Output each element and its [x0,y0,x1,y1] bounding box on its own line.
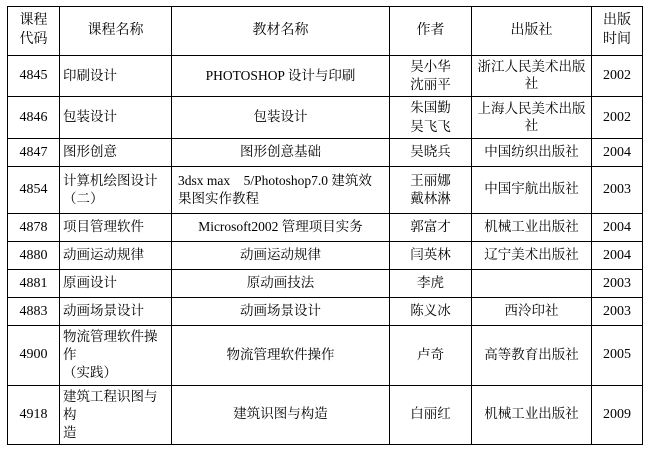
cell-author-line2: 戴林淋 [410,190,451,206]
cell-textbook-name: PHOTOSHOP 设计与印刷 [172,56,390,97]
cell-author-line1: 王丽娜 [410,172,451,188]
cell-course-code: 4880 [8,241,60,269]
cell-course-name-line1: 物流管理软件操作 [63,328,158,363]
cell-course-code: 4846 [8,97,60,138]
table-row [8,138,643,166]
cell-textbook-name [172,166,390,213]
cell-textbook-name: 建筑识图与构造 [172,385,390,445]
cell-author-line2: 沈丽平 [410,77,451,93]
table-header-row [8,7,643,56]
cell-author: 李虎 [390,269,472,297]
table-row [8,97,643,138]
cell-textbook-name: 包装设计 [172,97,390,138]
cell-course-name: 原画设计 [60,269,172,297]
cell-course-name: 动画场景设计 [60,297,172,325]
cell-author-line1: 朱国勤 [410,100,451,116]
cell-course-name: 动画运动规律 [60,241,172,269]
cell-publisher: 西泠印社 [472,297,592,325]
cell-author: 郭富才 [390,213,472,241]
cell-textbook-name: 原动画技法 [172,269,390,297]
cell-author [390,166,472,213]
cell-course-code: 4881 [8,269,60,297]
cell-author: 陈义冰 [390,297,472,325]
cell-author: 吴晓兵 [390,138,472,166]
cell-publish-year: 2003 [592,269,643,297]
cell-publisher: 中国宇航出版社 [472,166,592,213]
cell-publish-year: 2004 [592,138,643,166]
table-row [8,213,643,241]
table-row [8,241,643,269]
cell-textbook-name-line1: 3dsx max 5/Photoshop7.0 建筑效 [178,172,372,188]
cell-course-name-line1: 计算机绘图设计 [63,172,158,188]
table-row [8,166,643,213]
cell-course-code: 4918 [8,385,60,445]
cell-course-name-line2: 造 [63,424,77,440]
cell-textbook-name: 动画场景设计 [172,297,390,325]
cell-author [390,97,472,138]
table-row [8,269,643,297]
cell-course-name: 图形创意 [60,138,172,166]
cell-publish-year: 2002 [592,56,643,97]
cell-author: 闫英林 [390,241,472,269]
cell-course-name [60,325,172,385]
column-header-course-code [8,7,60,56]
table-row [8,297,643,325]
cell-course-code: 4845 [8,56,60,97]
table-body [8,56,643,445]
cell-course-name: 印刷设计 [60,56,172,97]
cell-publisher: 浙江人民美术出版社 [472,56,592,97]
table-header [8,7,643,56]
column-header-publish-year [592,7,643,56]
cell-course-code: 4878 [8,213,60,241]
cell-course-code: 4900 [8,325,60,385]
cell-course-name [60,385,172,445]
cell-publish-year: 2003 [592,166,643,213]
cell-author: 卢奇 [390,325,472,385]
table-row [8,56,643,97]
column-header-publisher: 出版社 [472,7,592,56]
cell-textbook-name: 图形创意基础 [172,138,390,166]
cell-publish-year: 2009 [592,385,643,445]
cell-publisher: 上海人民美术出版社 [472,97,592,138]
cell-course-name: 项目管理软件 [60,213,172,241]
column-header-publish-year-line1: 出版 [603,13,631,29]
column-header-course-code-line2: 代码 [19,32,48,47]
cell-publisher: 机械工业出版社 [472,385,592,445]
cell-textbook-name: 物流管理软件操作 [172,325,390,385]
cell-course-name: 包装设计 [60,97,172,138]
course-textbook-table [7,6,643,445]
column-header-course-name: 课程名称 [60,7,172,56]
cell-publish-year: 2003 [592,297,643,325]
cell-textbook-name: 动画运动规律 [172,241,390,269]
cell-publish-year: 2004 [592,213,643,241]
cell-publisher: 高等教育出版社 [472,325,592,385]
cell-textbook-name-line2: 果图实作教程 [178,190,259,206]
column-header-publish-year-line2: 时间 [603,32,631,47]
cell-course-name-line2: （实践） [63,365,117,381]
table-row [8,325,643,385]
cell-publisher: 辽宁美术出版社 [472,241,592,269]
cell-course-name-line1: 建筑工程识图与构 [63,388,158,422]
cell-publish-year: 2002 [592,97,643,138]
column-header-textbook-name: 教材名称 [172,7,390,56]
cell-textbook-name: Microsoft2002 管理项目实务 [172,213,390,241]
cell-author: 白丽红 [390,385,472,445]
cell-course-name-line2: （二） [63,190,104,206]
cell-author [390,56,472,97]
column-header-author: 作者 [390,7,472,56]
cell-course-name [60,166,172,213]
cell-publisher: 机械工业出版社 [472,213,592,241]
cell-course-code: 4847 [8,138,60,166]
cell-course-code: 4883 [8,297,60,325]
table-row [8,385,643,445]
cell-author-line1: 吴小华 [410,59,451,74]
cell-publisher: 中国纺织出版社 [472,138,592,166]
cell-course-code: 4854 [8,166,60,213]
cell-publish-year: 2004 [592,241,643,269]
cell-publisher [472,269,592,297]
cell-publish-year: 2005 [592,325,643,385]
cell-author-line2: 吴飞飞 [410,118,451,134]
column-header-course-code-line1: 课程 [19,13,48,29]
